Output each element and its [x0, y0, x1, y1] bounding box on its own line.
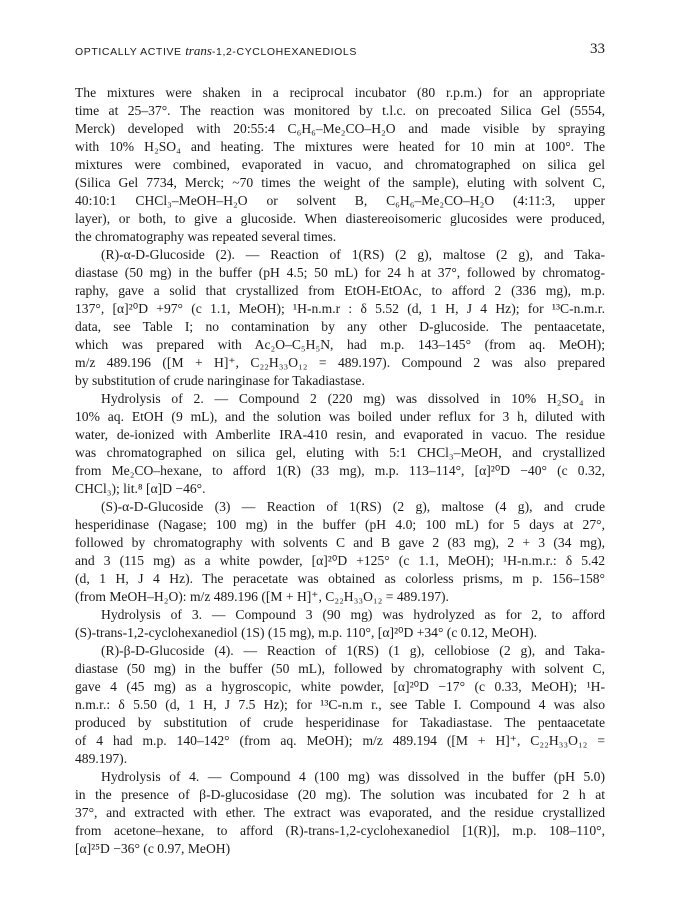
- text-line: followed by chromatography with solvents C and B gave 2 (83 mg), 2 + 3 (34 mg),: [75, 535, 605, 550]
- text-line: time at 25–37°. The reaction was monitored by t.l.c. on precoated Silica Gel (5554,: [75, 103, 605, 118]
- text-line: 37°, and extracted with ether. The extract was evaporated, and the residue crystallized: [75, 805, 605, 820]
- text-line: layer), or both, to give a glucoside. When diastereoisomeric glucosides were produced,: [75, 211, 605, 226]
- text-line: (from MeOH–H₂O): m/z 489.196 ([M + H]⁺, C₂₂H₃₃O₁₂ = 489.197).: [75, 589, 449, 604]
- text-line: 40:10:1 CHCl₃–MeOH–H₂O or solvent B, C₆H₆–Me₂CO–H₂O (4:11:3, upper: [75, 193, 605, 208]
- body-text: [75, 84, 605, 858]
- text-line: was chromatographed on silica gel, eluting with 5:1 CHCl₃–MeOH, and crystallized: [75, 445, 605, 460]
- text-line: produced by substitution of crude hesperidinase for Takadiastase. The pentaacetate: [75, 715, 605, 730]
- text-line: water, de-ionized with Amberlite IRA-410 resin, and evaporated in vacuo. The residue: [75, 427, 605, 442]
- text-line: (R)-β-D-Glucoside (4). — Reaction of 1(RS) (1 g), cellobiose (2 g), and Taka-: [101, 643, 605, 658]
- text-line: n.m.r.: δ 5.50 (d, 1 H, J 7.5 Hz); for ¹³C-n.m r., see Table I. Compound 4 was also: [75, 697, 605, 712]
- text-line: and 3 (115 mg) as a white powder, [α]²⁰D +125° (c 1.1, MeOH); ¹H-n.m.r.: δ 5.42: [75, 553, 605, 568]
- text-line: in the presence of β-D-glucosidase (20 mg). The solution was incubated for 2 h at: [75, 787, 605, 802]
- text-line: Hydrolysis of 3. — Compound 3 (90 mg) was hydrolyzed as for 2, to afford: [101, 607, 605, 622]
- text-line: data, see Table I; no contamination by any other D-glucoside. The pentaacetate,: [75, 319, 605, 334]
- text-line: with 10% H₂SO₄ and heating. The mixtures were heated for 10 min at 100°. The: [75, 139, 605, 154]
- running-title-suffix: -1,2-CYCLOHEXANEDIOLS: [211, 46, 357, 58]
- text-line: which was prepared with Ac₂O–C₅H₅N, had m.p. 143–145° (from aq. MeOH);: [75, 337, 605, 352]
- text-line: m/z 489.196 ([M + H]⁺, C₂₂H₃₃O₁₂ = 489.197). Compound 2 was also prepared: [75, 355, 605, 370]
- text-line: Hydrolysis of 2. — Compound 2 (220 mg) was dissolved in 10% H₂SO₄ in: [101, 391, 605, 406]
- text-line: (R)-α-D-Glucoside (2). — Reaction of 1(RS) (2 g), maltose (2 g), and Taka-: [101, 247, 605, 262]
- running-title-italic: trans: [185, 43, 212, 58]
- text-line: (S)-trans-1,2-cyclohexanediol (1S) (15 mg), m.p. 110°, [α]²⁰D +34° (c 0.12, MeOH).: [75, 625, 538, 640]
- text-line: Hydrolysis of 4. — Compound 4 (100 mg) was dissolved in the buffer (pH 5.0): [101, 769, 605, 784]
- text-line: the chromatography was repeated several times.: [75, 229, 337, 244]
- text-line: 489.197).: [75, 751, 128, 766]
- running-title: [75, 43, 357, 59]
- text-line: 10% aq. EtOH (9 mL), and the solution was boiled under reflux for 3 h, diluted with: [75, 409, 605, 424]
- text-line: (S)-α-D-Glucoside (3) — Reaction of 1(RS) (2 g), maltose (4 g), and crude: [101, 499, 605, 514]
- text-line: diastase (50 mg) in the buffer (50 mL), followed by chromatography with solvent C,: [75, 661, 605, 676]
- text-line: gave 4 (45 mg) as a hygroscopic, white powder, [α]²⁰D −17° (c 0.33, MeOH); ¹H-: [75, 679, 605, 694]
- text-line: by substitution of crude naringinase for Takadiastase.: [75, 373, 365, 388]
- text-line: mixtures were combined, evaporated in vacuo, and chromatographed on silica gel: [75, 157, 605, 172]
- text-line: diastase (50 mg) in the buffer (pH 4.5; 50 mL) for 24 h at 37°, followed by chromatog-: [75, 265, 605, 280]
- text-line: The mixtures were shaken in a reciprocal incubator (80 r.p.m.) for an appropriate: [75, 85, 605, 100]
- text-line: Merck) developed with 20:55:4 C₆H₆–Me₂CO–H₂O and made visible by spraying: [75, 121, 605, 136]
- text-line: from acetone–hexane, to afford (R)-trans-1,2-cyclohexanediol [1(R)], m.p. 108–110°,: [75, 823, 605, 838]
- text-line: from Me₂CO–hexane, to afford 1(R) (33 mg), m.p. 113–114°, [α]²⁰D −40° (c 0.32,: [75, 463, 605, 478]
- running-header: [75, 43, 605, 63]
- text-line: of 4 had m.p. 140–142° (from aq. MeOH); m/z 489.194 ([M + H]⁺, C₂₂H₃₃O₁₂ =: [75, 733, 605, 748]
- text-line: CHCl₃); lit.⁸ [α]D −46°.: [75, 481, 206, 496]
- text-line: 137°, [α]²⁰D +97° (c 1.1, MeOH); ¹H-n.m.r : δ 5.52 (d, 1 H, J 4 Hz); for ¹³C-n.m.r.: [75, 301, 605, 316]
- page-number: 33: [590, 41, 605, 57]
- text-line: (d, 1 H, J 4 Hz). The peracetate was obtained as colorless prisms, m p. 156–158°: [75, 571, 605, 586]
- text-line: (Silica Gel 7734, Merck; ~70 times the weight of the sample), eluting with solvent C,: [75, 175, 605, 190]
- text-line: raphy, gave a solid that crystallized from EtOH-EtOAc, to afford 2 (336 mg), m.p.: [75, 283, 605, 298]
- running-title-prefix: OPTICALLY ACTIVE: [75, 46, 186, 58]
- text-line: [α]²⁵D −36° (c 0.97, MeOH): [75, 841, 231, 856]
- text-line: hesperidinase (Nagase; 100 mg) in the buffer (pH 4.0; 100 mL) for 5 days at 27°,: [75, 517, 605, 532]
